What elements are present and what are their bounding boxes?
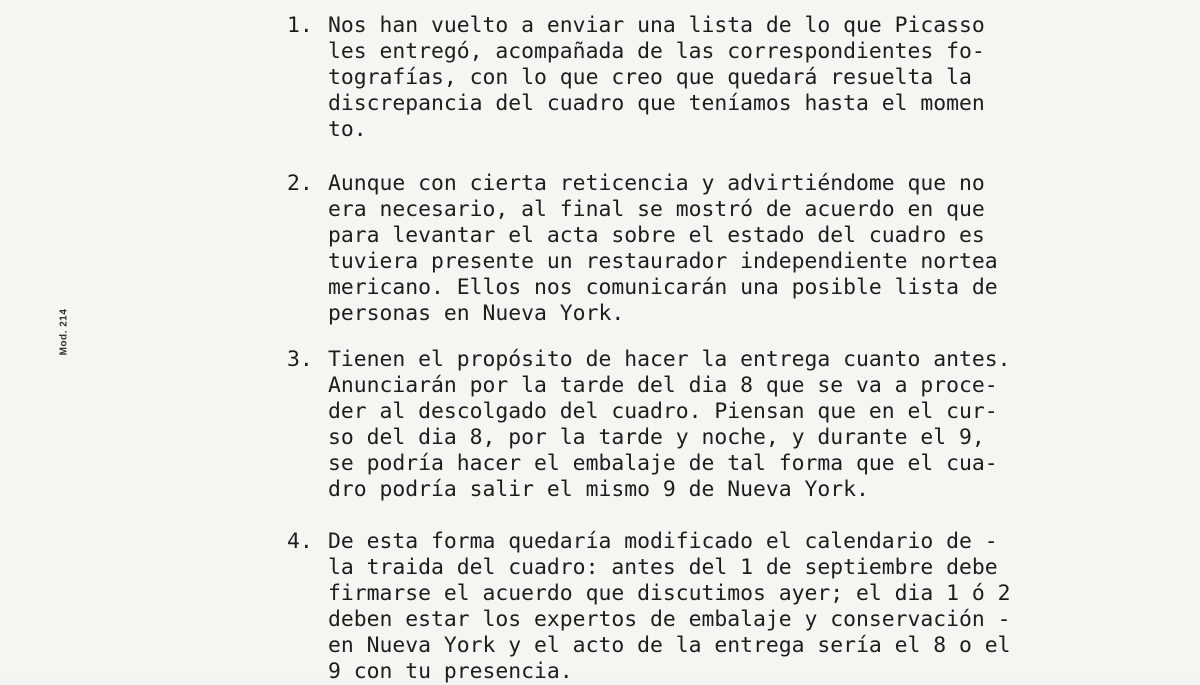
text-line: se podría hacer el embalaje de tal forma que el cua- [328, 451, 998, 476]
text-line: mericano. Ellos nos comunicarán una posible lista de [328, 275, 998, 300]
text-line: discrepancia del cuadro que teníamos hasta el momen [328, 91, 985, 116]
form-model-label: Mod. 214 [58, 308, 70, 356]
text-line: Nos han vuelto a enviar una lista de lo que Picasso [328, 13, 985, 38]
item-number: 4. [287, 529, 313, 554]
text-line: De esta forma quedaría modificado el calendario de - [328, 529, 998, 554]
text-line: so del dia 8, por la tarde y noche, y durante el 9, [328, 425, 985, 450]
text-line: Aunque con cierta reticencia y advirtiéndome que no [328, 171, 985, 196]
text-line: para levantar el acta sobre el estado del cuadro es [328, 223, 985, 248]
text-line: les entregó, acompañada de las correspondientes fo- [328, 39, 985, 64]
text-line: tografías, con lo que creo que quedará resuelta la [328, 65, 972, 90]
item-text [328, 347, 1108, 503]
text-line: tuviera presente un restaurador independiente nortea [328, 249, 998, 274]
item-number: 3. [287, 347, 313, 372]
text-line: dro podría salir el mismo 9 de Nueva York. [328, 477, 869, 502]
text-line: der al descolgado del cuadro. Piensan que en el cur- [328, 399, 998, 424]
text-line: la traida del cuadro: antes del 1 de septiembre debe [328, 555, 998, 580]
text-line: to. [328, 117, 367, 142]
item-number: 2. [287, 171, 313, 196]
item-text [328, 171, 1108, 327]
text-line: Anunciarán por la tarde del dia 8 que se va a proce- [328, 373, 998, 398]
text-line: personas en Nueva York. [328, 301, 625, 326]
text-line: 9 con tu presencia. [328, 659, 573, 684]
text-line: era necesario, al final se mostró de acuerdo en que [328, 197, 985, 222]
text-line: en Nueva York y el acto de la entrega sería el 8 o el [328, 633, 1011, 658]
text-line: Tienen el propósito de hacer la entrega cuanto antes. [328, 347, 1011, 372]
item-text [328, 13, 1108, 143]
item-text [328, 529, 1108, 685]
text-line: deben estar los expertos de embalaje y conservación - [328, 607, 1011, 632]
text-line: firmarse el acuerdo que discutimos ayer; el dia 1 ó 2 [328, 581, 1011, 606]
item-number: 1. [287, 13, 313, 38]
